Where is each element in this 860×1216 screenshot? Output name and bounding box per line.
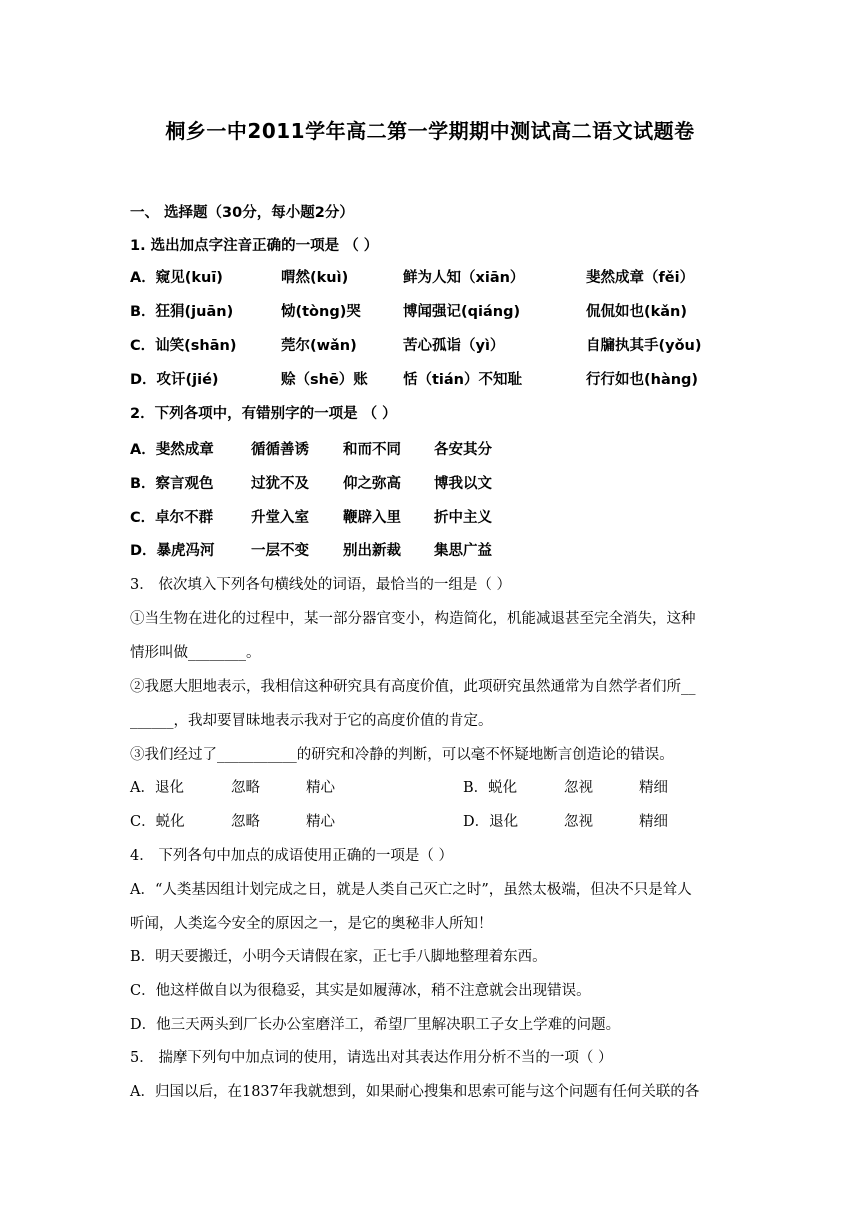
question-3-sentence-1: ①当生物在进化的过程中，某一部分器官变小，构造简化，机能减退甚至完全消失，这种	[130, 611, 696, 627]
question-3-sentence-2: ②我愿大胆地表示，我相信这种研究具有高度价值，此项研究虽然通常为自然学者们所__	[130, 679, 696, 695]
option-item: 忽视	[564, 814, 593, 830]
question-4-option-c: C．他这样做自以为很稳妥，其实是如履薄冰，稍不注意就会出现错误。	[130, 983, 591, 999]
option-item: 鲜为人知（xiān）	[403, 270, 525, 286]
question-5-stem: 5． 揣摩下列句中加点词的使用，请选出对其表达作用分析不当的一项（ ）	[130, 1050, 613, 1066]
option-item: 喟然(kuì)	[281, 270, 349, 286]
option-item: 过犹不及	[251, 476, 309, 492]
option-item: 折中主义	[434, 510, 492, 526]
option-item: A．斐然成章	[130, 442, 214, 458]
question-5-option-a: A．归国以后，在1837年我就想到，如果耐心搜集和思索可能与这个问题有任何关联的各	[130, 1084, 700, 1100]
option-item: 仰之弥高	[343, 476, 401, 492]
option-item: A．退化	[130, 780, 184, 796]
option-item: 斐然成章（fěi）	[586, 270, 695, 286]
question-3-sentence-3: ③我们经过了___________的研究和冷静的判断，可以毫不怀疑地断言创造论的错误。	[130, 747, 674, 763]
option-item: 莞尔(wǎn)	[281, 338, 357, 354]
option-item: D．暴虎冯河	[130, 543, 215, 559]
option-item: 精心	[306, 814, 335, 830]
option-item: D．退化	[463, 814, 519, 830]
option-item: 升堂入室	[251, 510, 309, 526]
option-item: A．窥见(kuī)	[130, 270, 223, 286]
question-3-sentence-2-cont: ______，我却要冒昧地表示我对于它的高度价值的肯定。	[130, 713, 493, 729]
option-item: 忽略	[231, 780, 260, 796]
question-4-option-b: B．明天要搬迁，小明今天请假在家，正七手八脚地整理着东西。	[130, 949, 547, 965]
question-4-option-d: D．他三天两头到厂长办公室磨洋工，希望厂里解决职工子女上学难的问题。	[130, 1017, 621, 1033]
question-1-stem: 1. 选出加点字注音正确的一项是 （ ）	[130, 238, 379, 254]
option-item: 博我以文	[434, 476, 492, 492]
option-item: 和而不同	[343, 442, 401, 458]
page-title: 桐乡一中2011学年高二第一学期期中测试高二语文试题卷	[165, 119, 695, 143]
option-item: 忽视	[564, 780, 593, 796]
option-item: 循循善诱	[251, 442, 309, 458]
option-item: 苦心孤诣（yì）	[403, 338, 505, 354]
question-4-option-a: A．“人类基因组计划完成之日，就是人类自己灭亡之时”，虽然太极端，但决不只是耸人	[130, 882, 692, 898]
question-3-sentence-1-cont: 情形叫做________。	[130, 645, 261, 661]
option-item: C．卓尔不群	[130, 510, 214, 526]
section-heading: 一、 选择题（30分，每小题2分）	[130, 205, 354, 221]
option-item: D．攻讦(jié)	[130, 372, 219, 388]
option-item: 恸(tòng)哭	[281, 304, 361, 320]
option-item: 精细	[639, 814, 668, 830]
question-3-stem: 3． 依次填入下列各句横线处的词语，最恰当的一组是（ ）	[130, 577, 511, 593]
option-item: 博闻强记(qiáng)	[403, 304, 521, 320]
option-item: C．讪笑(shān)	[130, 338, 237, 354]
option-item: 侃侃如也(kǎn)	[586, 304, 688, 320]
option-item: 别出新裁	[343, 543, 401, 559]
option-item: 集思广益	[434, 543, 492, 559]
option-item: 赊（shē）账	[281, 372, 368, 388]
option-item: 自牖执其手(yǒu)	[586, 338, 702, 354]
option-item: 精心	[306, 780, 335, 796]
option-item: B．察言观色	[130, 476, 214, 492]
option-item: 精细	[639, 780, 668, 796]
option-item: 行行如也(hàng)	[586, 372, 699, 388]
option-item: 忽略	[231, 814, 260, 830]
option-item: 一层不变	[251, 543, 309, 559]
option-item: B．狂狷(juān)	[130, 304, 234, 320]
option-item: 恬（tián）不知耻	[403, 372, 523, 388]
option-item: C．蜕化	[130, 814, 185, 830]
question-4-option-a-cont: 听闻，人类迄今安全的原因之一，是它的奥秘非人所知！	[130, 916, 493, 932]
question-4-stem: 4． 下列各句中加点的成语使用正确的一项是（ ）	[130, 848, 453, 864]
option-item: 各安其分	[434, 442, 492, 458]
question-2-stem: 2．下列各项中，有错别字的一项是 （ ）	[130, 406, 397, 422]
option-item: B．蜕化	[463, 780, 518, 796]
option-item: 鞭辟入里	[343, 510, 401, 526]
